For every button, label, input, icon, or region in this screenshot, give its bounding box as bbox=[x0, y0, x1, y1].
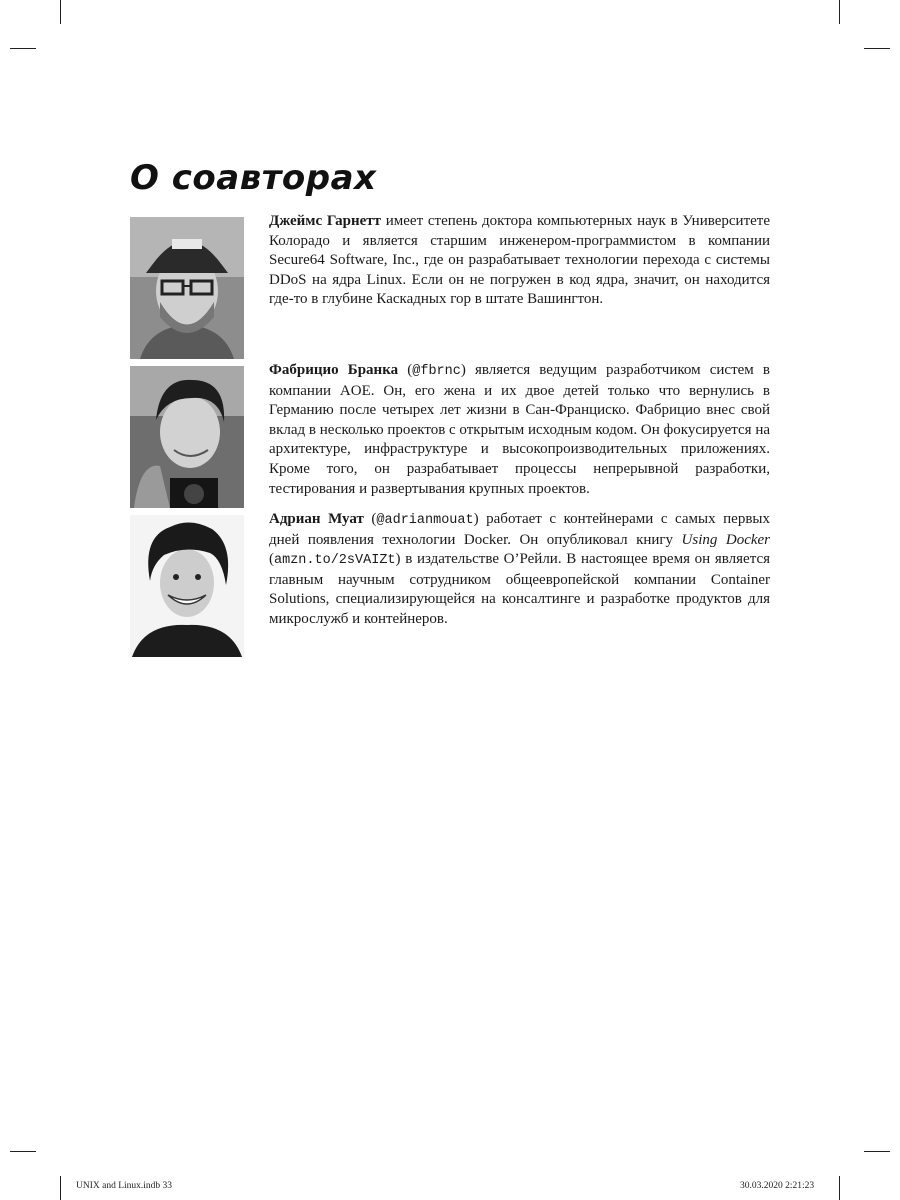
crop-mark bbox=[10, 1151, 36, 1152]
author-bio-text: ) в издательстве O’Рейли. В настоящее время он является главным научным сотрудником общеевропейской компании Container Solutions, специализирующейся на консалтинге и разработке продуктов для микрослужб и контейнеров. bbox=[269, 551, 770, 627]
author-bio-text: ) является ведущим разработчиком систем в компании AOE. Он, его жена и их двое детей только что вернулись в Германию после четырех лет жизни в Сан-Франциско. Фабрицио внес свой вклад в несколько проектов с открытым исходным кодом. Он фокусируется на архитектуре, инфраструктуре и высокопроизводительных приложениях. Кроме того, он разрабатывает процессы непрерывной разработки, тестирования и развертывания крупных проектов. bbox=[269, 362, 771, 497]
crop-mark bbox=[10, 48, 36, 49]
author-bio bbox=[269, 212, 770, 310]
author-name: Адриан Муат bbox=[269, 511, 364, 527]
author-photo bbox=[130, 366, 244, 508]
footer-timestamp: 30.03.2020 2:21:23 bbox=[740, 1181, 815, 1191]
footer-file-info: UNIX and Linux.indb 33 bbox=[76, 1181, 173, 1191]
author-photo bbox=[130, 217, 244, 359]
author-name: Фабрицио Бранка bbox=[269, 362, 399, 378]
author-bio: Адриан Муат (@adrianmouat) работает с контейнерами с самых первых дней появления технологии Docker. Он опубликовал книгу Using Docker (amzn.to/2sVAIZt) в издательстве O’Рейли. В настоящее время он является главным научным сотрудником общеевропейской компании Container Solutions, специализирующейся на консалтинге и разработке продуктов для микрослужб и контейнеров. bbox=[269, 511, 771, 627]
crop-mark bbox=[839, 0, 840, 24]
author-handle: @fbrnc bbox=[412, 364, 461, 379]
author-bio: Фабрицио Бранка (@fbrnc) является ведущим разработчиком систем в компании AOE. Он, его жена и их двое детей только что вернулись в Германию после четырех лет жизни в Сан-Франциско. Фабрицио внес свой вклад в несколько проектов с открытым исходным кодом. Он фокусируется на архитектуре, инфраструктуре и высокопроизводительных приложениях. Кроме того, он разрабатывает процессы непрерывной разработки, тестирования и развертывания крупных проектов. bbox=[269, 362, 771, 497]
crop-mark bbox=[864, 1151, 890, 1152]
page-title: О соавторах bbox=[130, 158, 377, 198]
book-title: Using Docker bbox=[681, 531, 771, 548]
author-handle: @adrianmouat bbox=[376, 513, 474, 528]
crop-mark bbox=[864, 48, 890, 49]
author-bio-text: имеет степень доктора компьютерных наук в Университете Колорадо и является старшим инженером-программистом в компании Secure64 Software, Inc., где он разрабатывает технологии перехода с системы DDoS на ядра Linux. Если он не погружен в код ядра, значит, он находится где-то в глубине Каскадных гор в штате Вашингтон. bbox=[269, 213, 770, 308]
author-portrait-image bbox=[130, 217, 244, 359]
crop-mark bbox=[839, 1176, 840, 1200]
crop-mark bbox=[60, 0, 61, 24]
author-photo bbox=[130, 515, 244, 657]
book-link: amzn.to/2sVAIZt bbox=[274, 553, 396, 569]
author-portrait-image bbox=[130, 366, 244, 508]
author-portrait-image bbox=[130, 515, 244, 657]
author-name: Джеймс Гарнетт bbox=[269, 213, 382, 229]
crop-mark bbox=[60, 1176, 61, 1200]
